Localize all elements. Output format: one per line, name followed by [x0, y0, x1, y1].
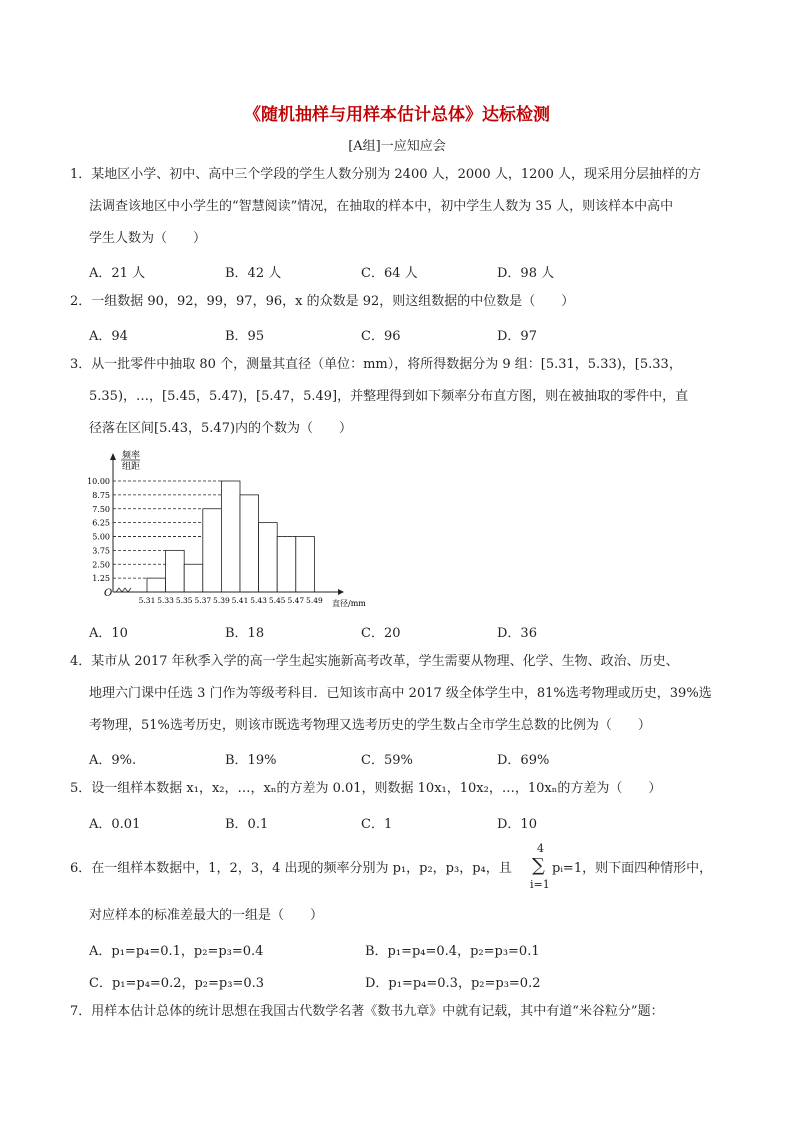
question-7-line: 7．用样本估计总体的统计思想在我国古代数学名著《数书九章》中就有记载，其中有道“米谷粒分”题：	[70, 1004, 664, 1019]
x-tick-label: 5.39	[213, 596, 230, 605]
document-title: 《随机抽样与用样本估计总体》达标检测	[244, 105, 550, 125]
x-axis-arrow	[338, 589, 344, 595]
option-d: D．10	[497, 817, 537, 832]
question-4-line: 地理六门课中任选 3 门作为等级考科目．已知该市高中 2017 级全体学生中，81%选考物理或历史，39%选	[89, 686, 712, 701]
sum-upper-limit: 4	[537, 842, 544, 855]
option-c: C．96	[361, 329, 401, 344]
question-5-line: 5．设一组样本数据 x₁，x₂，…，xₙ的方差为 0.01，则数据 10x₁，10x₂，…，10xₙ的方差为（ ）	[70, 781, 662, 796]
y-tick-label: 10.00	[87, 477, 110, 486]
option-b: B．p₁=p₄=0.4，p₂=p₃=0.1	[365, 944, 540, 959]
histogram-bar	[147, 578, 166, 592]
option-d: D．98 人	[497, 266, 555, 281]
y-label-bottom: 组距	[122, 462, 141, 472]
x-tick-label: 5.45	[268, 596, 286, 605]
option-d: D．p₁=p₄=0.3，p₂=p₃=0.2	[365, 976, 541, 991]
histogram-bar	[296, 537, 315, 593]
axis-break-icon	[116, 588, 131, 592]
x-tick-label: 5.43	[250, 596, 267, 605]
question-4-line: 考物理，51%选考历史，则该市既选考物理又选考历史的学生数占全市学生总数的比例为（ ）	[89, 718, 651, 733]
question-1-line: 学生人数为（ ）	[89, 231, 207, 246]
option-a: A．94	[89, 329, 128, 344]
option-c: C．64 人	[361, 266, 418, 281]
question-6-line: pᵢ=1，则下面四种情形中，	[552, 861, 713, 876]
histogram-bar	[203, 509, 222, 592]
option-b: B．0.1	[225, 817, 269, 832]
x-tick-label: 5.33	[157, 596, 174, 605]
option-b: B．19%	[225, 753, 277, 768]
option-a: A．0.01	[89, 817, 141, 832]
x-tick-label: 5.41	[231, 596, 249, 605]
x-tick-label: 5.31	[138, 596, 156, 605]
question-3-line: 3．从一批零件中抽取 80 个，测量其直径（单位：mm），将所得数据分为 9 组：[5.31，5.33)，[5.33，	[70, 357, 682, 372]
x-axis-label: 直径/mm	[332, 599, 366, 608]
question-6-line: 对应样本的标准差最大的一组是（ ）	[89, 908, 324, 923]
y-axis-arrow	[110, 453, 116, 460]
option-c: C．p₁=p₄=0.2，p₂=p₃=0.3	[89, 976, 264, 991]
question-3-line: 径落在区间[5.43，5.47)内的个数为（ ）	[89, 421, 353, 436]
x-tick-label: 5.35	[175, 596, 193, 605]
option-c: C．1	[361, 817, 393, 832]
histogram-bar	[221, 481, 240, 592]
histogram-bar	[259, 523, 278, 592]
option-b: B．95	[225, 329, 265, 344]
option-a: A．9%.	[89, 753, 137, 768]
option-c: C．59%	[361, 753, 413, 768]
option-d: D．97	[497, 329, 537, 344]
x-tick-label: 5.47	[287, 596, 305, 605]
y-label-top: 频率	[122, 451, 141, 461]
option-a: A．p₁=p₄=0.1，p₂=p₃=0.4	[89, 944, 264, 959]
question-1-line: 1．某地区小学、初中、高中三个学段的学生人数分别为 2400 人，2000 人，1200 人，现采用分层抽样的方	[70, 167, 702, 182]
section-heading: [A组]一应知应会	[348, 139, 446, 154]
option-a: A．21 人	[89, 266, 146, 281]
x-tick-label: 5.37	[194, 596, 212, 605]
sum-lower-limit: i=1	[530, 878, 550, 891]
histogram-bar	[277, 537, 296, 593]
origin-label: O	[104, 588, 113, 599]
question-4-line: 4．某市从 2017 年秋季入学的高一学生起实施新高考改革，学生需要从物理、化学、生物、政治、历史、	[70, 654, 679, 669]
y-tick-label: 7.50	[92, 504, 110, 514]
question-1-line: 法调查该地区中小学生的“智慧阅读”情况，在抽取的样本中，初中学生人数为 35 人，则该样本中高中	[89, 199, 674, 214]
histogram-bar	[166, 550, 185, 592]
histogram-bar	[184, 564, 203, 592]
question-3-line: 5.35)，…，[5.45，5.47)，[5.47，5.49]，并整理得到如下频率分布直方图，则在被抽取的零件中，直	[89, 389, 689, 404]
histogram-bar	[240, 495, 259, 592]
option-d: D．69%	[497, 753, 550, 768]
y-tick-label: 3.75	[92, 546, 110, 556]
y-tick-label: 2.50	[92, 560, 110, 570]
option-d: D．36	[497, 626, 537, 641]
option-a: A．10	[89, 626, 128, 641]
y-tick-label: 5.00	[92, 532, 110, 542]
y-tick-label: 1.25	[92, 574, 110, 584]
option-b: B．42 人	[225, 266, 282, 281]
question-2-line: 2．一组数据 90，92，99，97，96，x 的众数是 92，则这组数据的中位数是（ ）	[70, 294, 575, 309]
question-6-line: 6．在一组样本数据中，1，2，3，4 出现的频率分别为 p₁，p₂，p₃，p₄，且	[70, 861, 512, 876]
y-tick-label: 6.25	[92, 518, 110, 528]
x-tick-label: 5.49	[306, 596, 323, 605]
option-b: B．18	[225, 626, 265, 641]
sum-symbol: ∑	[532, 855, 545, 876]
histogram-chart	[60, 440, 366, 610]
y-tick-label: 8.75	[92, 490, 110, 500]
option-c: C．20	[361, 626, 401, 641]
